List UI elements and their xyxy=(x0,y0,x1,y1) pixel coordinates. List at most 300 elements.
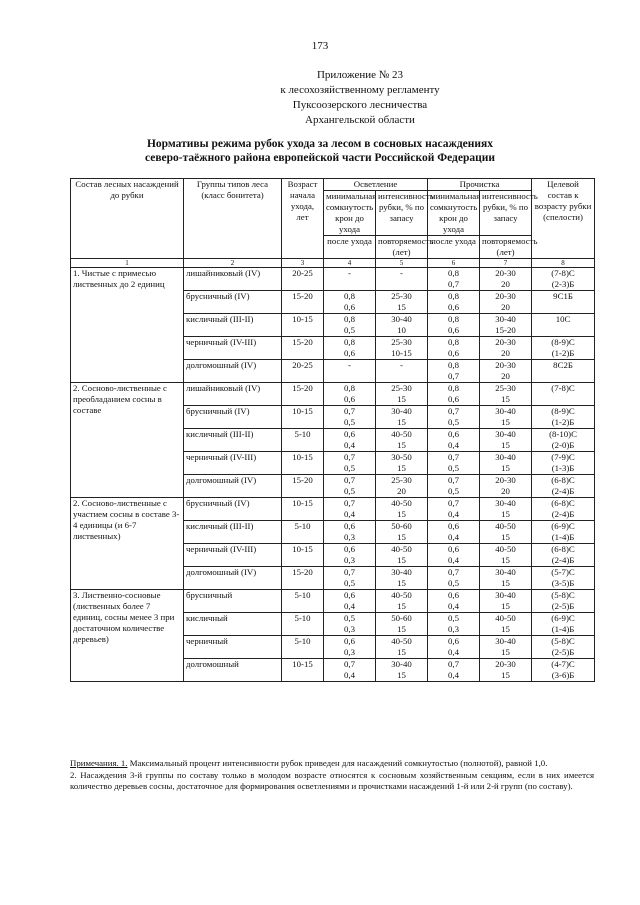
target-composition-cell xyxy=(532,521,595,544)
target-composition-cell xyxy=(532,475,595,498)
target-composition-cell xyxy=(532,429,595,452)
cleaning-intensity-cell xyxy=(480,291,532,314)
clarification-intensity-cell xyxy=(376,452,428,475)
clarification-density-cell-value: 0,8 xyxy=(344,314,355,324)
clarification-density-cell-value xyxy=(326,371,373,382)
target-composition-cell-value: (8-9)С xyxy=(551,406,575,416)
appendix-line: Приложение № 23 xyxy=(316,69,404,81)
clarification-intensity-cell-value: 30-40 xyxy=(391,314,412,324)
cleaning-intensity-cell xyxy=(480,383,532,406)
target-composition-cell-value: (2-4)Б xyxy=(551,555,575,565)
cleaning-density-cell-value: 0,6 xyxy=(448,302,460,312)
start-age-cell xyxy=(282,314,324,337)
clarification-intensity-cell xyxy=(376,268,428,291)
forest-type-cell xyxy=(184,452,282,475)
cleaning-intensity-cell-value: 15-20 xyxy=(495,325,516,335)
target-composition-cell xyxy=(532,636,595,659)
cleaning-density-cell-value: 0,6 xyxy=(448,521,460,531)
clarification-density-cell xyxy=(324,567,376,590)
target-composition-cell xyxy=(532,268,595,291)
cleaning-density-cell-value: 0,8 xyxy=(448,383,460,393)
header-after: после ухода xyxy=(428,236,480,259)
clarification-intensity-cell-value: 50-60 xyxy=(391,521,412,531)
cleaning-density-cell-value: 0,8 xyxy=(448,268,460,278)
clarification-density-cell-value: 0,3 xyxy=(344,532,355,542)
start-age-cell xyxy=(282,268,324,291)
cleaning-density-cell-value: 0,7 xyxy=(448,279,460,289)
cleaning-density-cell-value: 0,5 xyxy=(448,578,460,588)
cleaning-intensity-cell-value: 20 xyxy=(501,279,510,289)
target-composition-cell-value: (7-8)С xyxy=(551,383,575,393)
clarification-density-cell xyxy=(324,498,376,521)
clarification-density-cell-value: 0,3 xyxy=(344,624,355,634)
cleaning-density-cell-value: 0,6 xyxy=(448,590,460,600)
cleaning-density-cell-value: 0,7 xyxy=(448,498,460,508)
clarification-intensity-cell xyxy=(376,590,428,613)
clarification-density-cell-value: 0,3 xyxy=(344,647,355,657)
cleaning-density-cell xyxy=(428,567,480,590)
target-composition-cell xyxy=(532,659,595,682)
forest-type-cell-value: черничный (IV-III) xyxy=(186,544,257,554)
clarification-density-cell xyxy=(324,383,376,406)
note-1-text: Максимальный процент интенсивности рубок приведен для насаждений сомкнутостью (полнотой), равной 1,0. xyxy=(129,758,548,768)
clarification-density-cell xyxy=(324,613,376,636)
cleaning-intensity-cell xyxy=(480,337,532,360)
start-age-cell-value: 15-20 xyxy=(292,475,313,485)
clarification-intensity-cell-value: 30-40 xyxy=(391,567,412,577)
start-age-cell xyxy=(282,613,324,636)
start-age-cell xyxy=(282,659,324,682)
table-row xyxy=(71,268,595,291)
clarification-density-cell-value: 0,7 xyxy=(344,452,355,462)
header-cleaning: Прочистка xyxy=(428,179,532,191)
cleaning-density-cell xyxy=(428,659,480,682)
cleaning-density-cell-value: 0,6 xyxy=(448,429,460,439)
clarification-density-cell-value: 0,3 xyxy=(344,555,355,565)
target-composition-cell-value: (6-8)С xyxy=(551,475,575,485)
clarification-density-cell-value: 0,6 xyxy=(344,429,355,439)
forest-type-cell xyxy=(184,360,282,383)
appendix-line: Пуксоозерского лесничества xyxy=(292,99,428,111)
clarification-density-cell-value: 0,5 xyxy=(344,613,355,623)
cleaning-intensity-cell-value: 15 xyxy=(501,463,510,473)
forest-type-cell-value: брусничный (IV) xyxy=(186,498,250,508)
cleaning-density-cell xyxy=(428,360,480,383)
target-composition-cell xyxy=(532,314,595,337)
start-age-cell xyxy=(282,291,324,314)
cleaning-density-cell-value: 0,5 xyxy=(448,486,460,496)
forest-type-cell xyxy=(184,406,282,429)
forest-type-cell-value: лишайниковый (IV) xyxy=(186,268,261,278)
target-composition-cell xyxy=(532,406,595,429)
cleaning-density-cell-value: 0,5 xyxy=(448,463,460,473)
target-composition-cell-value xyxy=(534,302,592,313)
cleaning-intensity-cell-value: 15 xyxy=(501,670,510,680)
clarification-intensity-cell-value: 25-30 xyxy=(391,383,412,393)
clarification-density-cell-value: - xyxy=(348,360,351,370)
clarification-density-cell-value: 0,6 xyxy=(344,636,355,646)
cleaning-intensity-cell-value: 20-30 xyxy=(495,268,516,278)
clarification-intensity-cell-value: 30-40 xyxy=(391,406,412,416)
cleaning-density-cell-value: 0,7 xyxy=(448,475,460,485)
forest-type-cell-value: лишайниковый (IV) xyxy=(186,383,261,393)
target-composition-cell-value: (8-9)С xyxy=(551,337,575,347)
forest-type-cell xyxy=(184,567,282,590)
target-composition-cell-value: (8-10)С xyxy=(549,429,577,439)
cleaning-density-cell-value: 0,6 xyxy=(448,348,460,358)
forest-type-cell xyxy=(184,268,282,291)
cleaning-intensity-cell-value: 30-40 xyxy=(495,636,516,646)
start-age-cell-value: 5-10 xyxy=(294,636,311,646)
cleaning-density-cell-value: 0,7 xyxy=(448,659,460,669)
header-start-age: Возраст начала ухода, лет xyxy=(282,179,324,259)
header-repeat: повторяемость (лет) xyxy=(376,236,428,259)
clarification-density-cell-value: 0,6 xyxy=(344,590,355,600)
target-composition-cell-value: (1-3)Б xyxy=(551,463,575,473)
clarification-intensity-cell xyxy=(376,429,428,452)
cleaning-density-cell-value: 0,5 xyxy=(448,417,460,427)
header-clarification: Осветление xyxy=(324,179,428,191)
clarification-density-cell-value: 0,4 xyxy=(344,440,355,450)
cleaning-density-cell xyxy=(428,498,480,521)
clarification-density-cell-value: 0,7 xyxy=(344,406,355,416)
clarification-intensity-cell-value: 10 xyxy=(397,325,406,335)
clarification-intensity-cell-value: 15 xyxy=(397,601,406,611)
target-composition-cell-value: 8С2Б xyxy=(553,360,573,370)
forest-type-cell xyxy=(184,291,282,314)
start-age-cell xyxy=(282,498,324,521)
clarification-density-cell xyxy=(324,475,376,498)
header-min-density: минимальная сомкнутость крон до ухода xyxy=(428,191,480,236)
composition-cell: 3. Лиственно-сосновые (лиственных более 7 единиц, сосны менее 3 при достаточном количестве деревьев) xyxy=(71,590,184,682)
forest-type-cell xyxy=(184,521,282,544)
forest-type-cell-value: долгомошный (IV) xyxy=(186,360,257,370)
cleaning-density-cell-value: 0,8 xyxy=(448,314,460,324)
target-composition-cell-value: (5-8)С xyxy=(551,636,575,646)
cleaning-intensity-cell-value: 15 xyxy=(501,647,510,657)
cleaning-density-cell-value: 0,5 xyxy=(448,613,460,623)
cleaning-intensity-cell-value: 20-30 xyxy=(495,475,516,485)
clarification-density-cell xyxy=(324,360,376,383)
forest-type-cell xyxy=(184,429,282,452)
clarification-intensity-cell-value: 40-50 xyxy=(391,544,412,554)
target-composition-cell-value: (5-7)С xyxy=(551,567,575,577)
clarification-intensity-cell-value: 15 xyxy=(397,555,406,565)
column-index: 1 xyxy=(71,259,184,268)
target-composition-cell-value: (1-2)Б xyxy=(551,348,575,358)
clarification-intensity-cell xyxy=(376,613,428,636)
start-age-cell xyxy=(282,636,324,659)
start-age-cell-value: 5-10 xyxy=(294,429,311,439)
clarification-intensity-cell-value: 15 xyxy=(397,394,406,404)
cleaning-density-cell xyxy=(428,452,480,475)
clarification-intensity-cell xyxy=(376,406,428,429)
target-composition-cell xyxy=(532,567,595,590)
cleaning-density-cell-value: 0,7 xyxy=(448,567,460,577)
cleaning-density-cell xyxy=(428,406,480,429)
clarification-intensity-cell xyxy=(376,383,428,406)
clarification-density-cell xyxy=(324,268,376,291)
start-age-cell-value: 5-10 xyxy=(294,590,311,600)
cleaning-intensity-cell-value: 30-40 xyxy=(495,314,516,324)
clarification-intensity-cell-value: 15 xyxy=(397,417,406,427)
target-composition-cell-value: (1-4)Б xyxy=(551,532,575,542)
cleaning-density-cell-value: 0,4 xyxy=(448,509,460,519)
cleaning-density-cell-value: 0,7 xyxy=(448,452,460,462)
target-composition-cell-value: (2-3)Б xyxy=(551,279,575,289)
forest-type-cell-value: долгомошный (IV) xyxy=(186,475,257,485)
target-composition-cell xyxy=(532,452,595,475)
clarification-density-cell-value: 0,4 xyxy=(344,601,355,611)
header-target-composition: Целевой состав к возрасту рубки (спелости) xyxy=(532,179,595,259)
cleaning-intensity-cell-value: 15 xyxy=(501,578,510,588)
table-row xyxy=(71,383,595,406)
cleaning-density-cell-value: 0,7 xyxy=(448,406,460,416)
cleaning-intensity-cell-value: 30-40 xyxy=(495,498,516,508)
cleaning-intensity-cell xyxy=(480,659,532,682)
start-age-cell xyxy=(282,590,324,613)
clarification-intensity-cell xyxy=(376,475,428,498)
cleaning-intensity-cell xyxy=(480,636,532,659)
appendix-line: Архангельской области xyxy=(305,114,415,126)
clarification-intensity-cell-value: 40-50 xyxy=(391,590,412,600)
cleaning-intensity-cell xyxy=(480,567,532,590)
cleaning-density-cell xyxy=(428,544,480,567)
target-composition-cell xyxy=(532,613,595,636)
cleaning-intensity-cell xyxy=(480,590,532,613)
table-row xyxy=(71,590,595,613)
header-intensity: интенсивность рубки, % по запасу xyxy=(376,191,428,236)
start-age-cell-value: 20-25 xyxy=(292,268,313,278)
clarification-density-cell-value: 0,7 xyxy=(344,567,355,577)
target-composition-cell-value: (5-8)С xyxy=(551,590,575,600)
cleaning-density-cell-value: 0,6 xyxy=(448,325,460,335)
start-age-cell-value: 10-15 xyxy=(292,452,313,462)
target-composition-cell-value: (2-5)Б xyxy=(551,601,575,611)
forest-type-cell xyxy=(184,337,282,360)
clarification-intensity-cell xyxy=(376,659,428,682)
cleaning-intensity-cell-value: 15 xyxy=(501,624,510,634)
clarification-density-cell-value: 0,8 xyxy=(344,337,355,347)
header-repeat: повторяемость (лет) xyxy=(480,236,532,259)
cleaning-intensity-cell-value: 15 xyxy=(501,532,510,542)
start-age-cell-value: 15-20 xyxy=(292,383,313,393)
forest-type-cell xyxy=(184,659,282,682)
forest-type-cell xyxy=(184,498,282,521)
clarification-density-cell-value: 0,6 xyxy=(344,544,355,554)
clarification-density-cell-value: 0,8 xyxy=(344,383,355,393)
start-age-cell-value: 15-20 xyxy=(292,337,313,347)
cleaning-intensity-cell xyxy=(480,475,532,498)
forest-type-cell-value: долгомошный xyxy=(186,659,239,669)
clarification-density-cell-value: 0,5 xyxy=(344,578,355,588)
cleaning-density-cell-value: 0,4 xyxy=(448,555,460,565)
cleaning-intensity-cell-value: 30-40 xyxy=(495,429,516,439)
clarification-intensity-cell xyxy=(376,291,428,314)
clarification-intensity-cell-value: 15 xyxy=(397,670,406,680)
cleaning-intensity-cell-value: 15 xyxy=(501,394,510,404)
cleaning-intensity-cell-value: 40-50 xyxy=(495,521,516,531)
clarification-intensity-cell-value xyxy=(378,279,425,290)
start-age-cell-value: 5-10 xyxy=(294,521,311,531)
cleaning-density-cell-value: 0,6 xyxy=(448,544,460,554)
clarification-intensity-cell xyxy=(376,521,428,544)
clarification-density-cell-value: 0,8 xyxy=(344,291,355,301)
cleaning-intensity-cell xyxy=(480,613,532,636)
clarification-density-cell-value: 0,5 xyxy=(344,486,355,496)
target-composition-cell xyxy=(532,498,595,521)
cleaning-intensity-cell-value: 40-50 xyxy=(495,544,516,554)
cleaning-density-cell-value: 0,3 xyxy=(448,624,460,634)
note-1 xyxy=(70,758,594,770)
cleaning-density-cell-value: 0,4 xyxy=(448,532,460,542)
notes xyxy=(70,758,594,793)
forest-type-cell-value: кисличный (III-II) xyxy=(186,314,254,324)
clarification-intensity-cell-value: - xyxy=(400,360,403,370)
clarification-intensity-cell-value: 25-30 xyxy=(391,291,412,301)
clarification-density-cell-value: 0,6 xyxy=(344,394,355,404)
column-index: 4 xyxy=(324,259,376,268)
header-after: после ухода xyxy=(324,236,376,259)
norms-table xyxy=(70,178,595,682)
page-number: 173 xyxy=(311,40,329,52)
cleaning-density-cell-value: 0,4 xyxy=(448,601,460,611)
cleaning-density-cell xyxy=(428,291,480,314)
target-composition-cell-value: (6-8)С xyxy=(551,544,575,554)
start-age-cell xyxy=(282,452,324,475)
forest-type-cell-value: кисличный xyxy=(186,613,228,623)
cleaning-intensity-cell xyxy=(480,498,532,521)
clarification-intensity-cell-value: 30-50 xyxy=(391,452,412,462)
forest-type-cell xyxy=(184,636,282,659)
clarification-intensity-cell-value: 30-40 xyxy=(391,659,412,669)
cleaning-density-cell-value: 0,8 xyxy=(448,360,460,370)
column-index: 2 xyxy=(184,259,282,268)
target-composition-cell-value xyxy=(534,371,592,382)
cleaning-density-cell-value: 0,6 xyxy=(448,636,460,646)
clarification-density-cell xyxy=(324,291,376,314)
cleaning-intensity-cell xyxy=(480,544,532,567)
cleaning-intensity-cell-value: 15 xyxy=(501,601,510,611)
start-age-cell xyxy=(282,360,324,383)
target-composition-cell-value: (2-0)Б xyxy=(551,440,575,450)
table-body xyxy=(71,268,595,682)
clarification-intensity-cell-value: 50-60 xyxy=(391,613,412,623)
start-age-cell xyxy=(282,475,324,498)
cleaning-intensity-cell xyxy=(480,452,532,475)
target-composition-cell-value: (2-4)Б xyxy=(551,486,575,496)
start-age-cell-value: 15-20 xyxy=(292,567,313,577)
target-composition-cell xyxy=(532,383,595,406)
target-composition-cell-value: (6-8)С xyxy=(551,498,575,508)
target-composition-cell-value: (2-5)Б xyxy=(551,647,575,657)
clarification-intensity-cell-value: 15 xyxy=(397,532,406,542)
cleaning-density-cell xyxy=(428,590,480,613)
clarification-intensity-cell xyxy=(376,636,428,659)
start-age-cell-value: 10-15 xyxy=(292,314,313,324)
forest-type-cell xyxy=(184,590,282,613)
cleaning-density-cell xyxy=(428,337,480,360)
forest-type-cell-value: черничный (IV-III) xyxy=(186,452,257,462)
cleaning-density-cell xyxy=(428,475,480,498)
clarification-intensity-cell-value: 15 xyxy=(397,578,406,588)
forest-type-cell xyxy=(184,383,282,406)
title-line: северо-таёжного района европейской части Российской Федерации xyxy=(144,152,496,164)
cleaning-intensity-cell-value: 25-30 xyxy=(495,383,516,393)
clarification-density-cell-value: 0,7 xyxy=(344,498,355,508)
clarification-density-cell xyxy=(324,544,376,567)
cleaning-intensity-cell xyxy=(480,521,532,544)
cleaning-density-cell-value: 0,8 xyxy=(448,291,460,301)
column-index: 8 xyxy=(532,259,595,268)
appendix-line: к лесохозяйственному регламенту xyxy=(280,84,440,96)
clarification-density-cell xyxy=(324,452,376,475)
cleaning-intensity-cell xyxy=(480,429,532,452)
clarification-intensity-cell-value: 40-50 xyxy=(391,498,412,508)
column-index: 5 xyxy=(376,259,428,268)
cleaning-intensity-cell-value: 20-30 xyxy=(495,291,516,301)
start-age-cell xyxy=(282,383,324,406)
clarification-density-cell-value: 0,6 xyxy=(344,302,355,312)
appendix-heading xyxy=(180,68,540,128)
target-composition-cell xyxy=(532,291,595,314)
target-composition-cell-value xyxy=(534,325,592,336)
start-age-cell-value: 10-15 xyxy=(292,406,313,416)
header-composition: Состав лесных насаждений до рубки xyxy=(71,179,184,259)
column-index: 7 xyxy=(480,259,532,268)
clarification-density-cell-value: 0,6 xyxy=(344,348,355,358)
clarification-intensity-cell xyxy=(376,567,428,590)
cleaning-density-cell-value: 0,6 xyxy=(448,394,460,404)
cleaning-density-cell-value: 0,8 xyxy=(448,337,460,347)
cleaning-density-cell xyxy=(428,429,480,452)
clarification-intensity-cell xyxy=(376,498,428,521)
cleaning-intensity-cell-value: 30-40 xyxy=(495,406,516,416)
target-composition-cell-value: (4-7)С xyxy=(551,659,575,669)
clarification-density-cell xyxy=(324,406,376,429)
cleaning-intensity-cell xyxy=(480,268,532,291)
cleaning-intensity-cell-value: 20 xyxy=(501,348,510,358)
title-line: Нормативы режима рубок ухода за лесом в сосновых насаждениях xyxy=(146,138,493,150)
clarification-density-cell-value: - xyxy=(348,268,351,278)
target-composition-cell-value: (6-9)С xyxy=(551,613,575,623)
cleaning-intensity-cell-value: 20-30 xyxy=(495,337,516,347)
cleaning-density-cell xyxy=(428,268,480,291)
clarification-density-cell-value: 0,4 xyxy=(344,670,355,680)
target-composition-cell-value xyxy=(534,394,592,405)
cleaning-intensity-cell-value: 20 xyxy=(501,486,510,496)
cleaning-intensity-cell-value: 30-40 xyxy=(495,590,516,600)
start-age-cell-value: 10-15 xyxy=(292,659,313,669)
clarification-intensity-cell xyxy=(376,360,428,383)
header-intensity: интенсивность рубки, % по запасу xyxy=(480,191,532,236)
start-age-cell xyxy=(282,521,324,544)
clarification-intensity-cell-value: 25-30 xyxy=(391,337,412,347)
clarification-intensity-cell xyxy=(376,314,428,337)
cleaning-intensity-cell-value: 20 xyxy=(501,302,510,312)
forest-type-cell-value: кисличный (III-II) xyxy=(186,429,254,439)
notes-label: Примечания. 1. xyxy=(70,758,128,768)
clarification-intensity-cell-value: 40-50 xyxy=(391,636,412,646)
clarification-intensity-cell-value: 15 xyxy=(397,463,406,473)
cleaning-intensity-cell-value: 20 xyxy=(501,371,510,381)
forest-type-cell-value: долгомошный (IV) xyxy=(186,567,257,577)
target-composition-cell-value: (3-6)Б xyxy=(551,670,575,680)
cleaning-intensity-cell xyxy=(480,360,532,383)
clarification-density-cell-value: 0,4 xyxy=(344,509,355,519)
clarification-intensity-cell-value: 25-30 xyxy=(391,475,412,485)
header-forest-type: Группы типов леса (класс бонитета) xyxy=(184,179,282,259)
